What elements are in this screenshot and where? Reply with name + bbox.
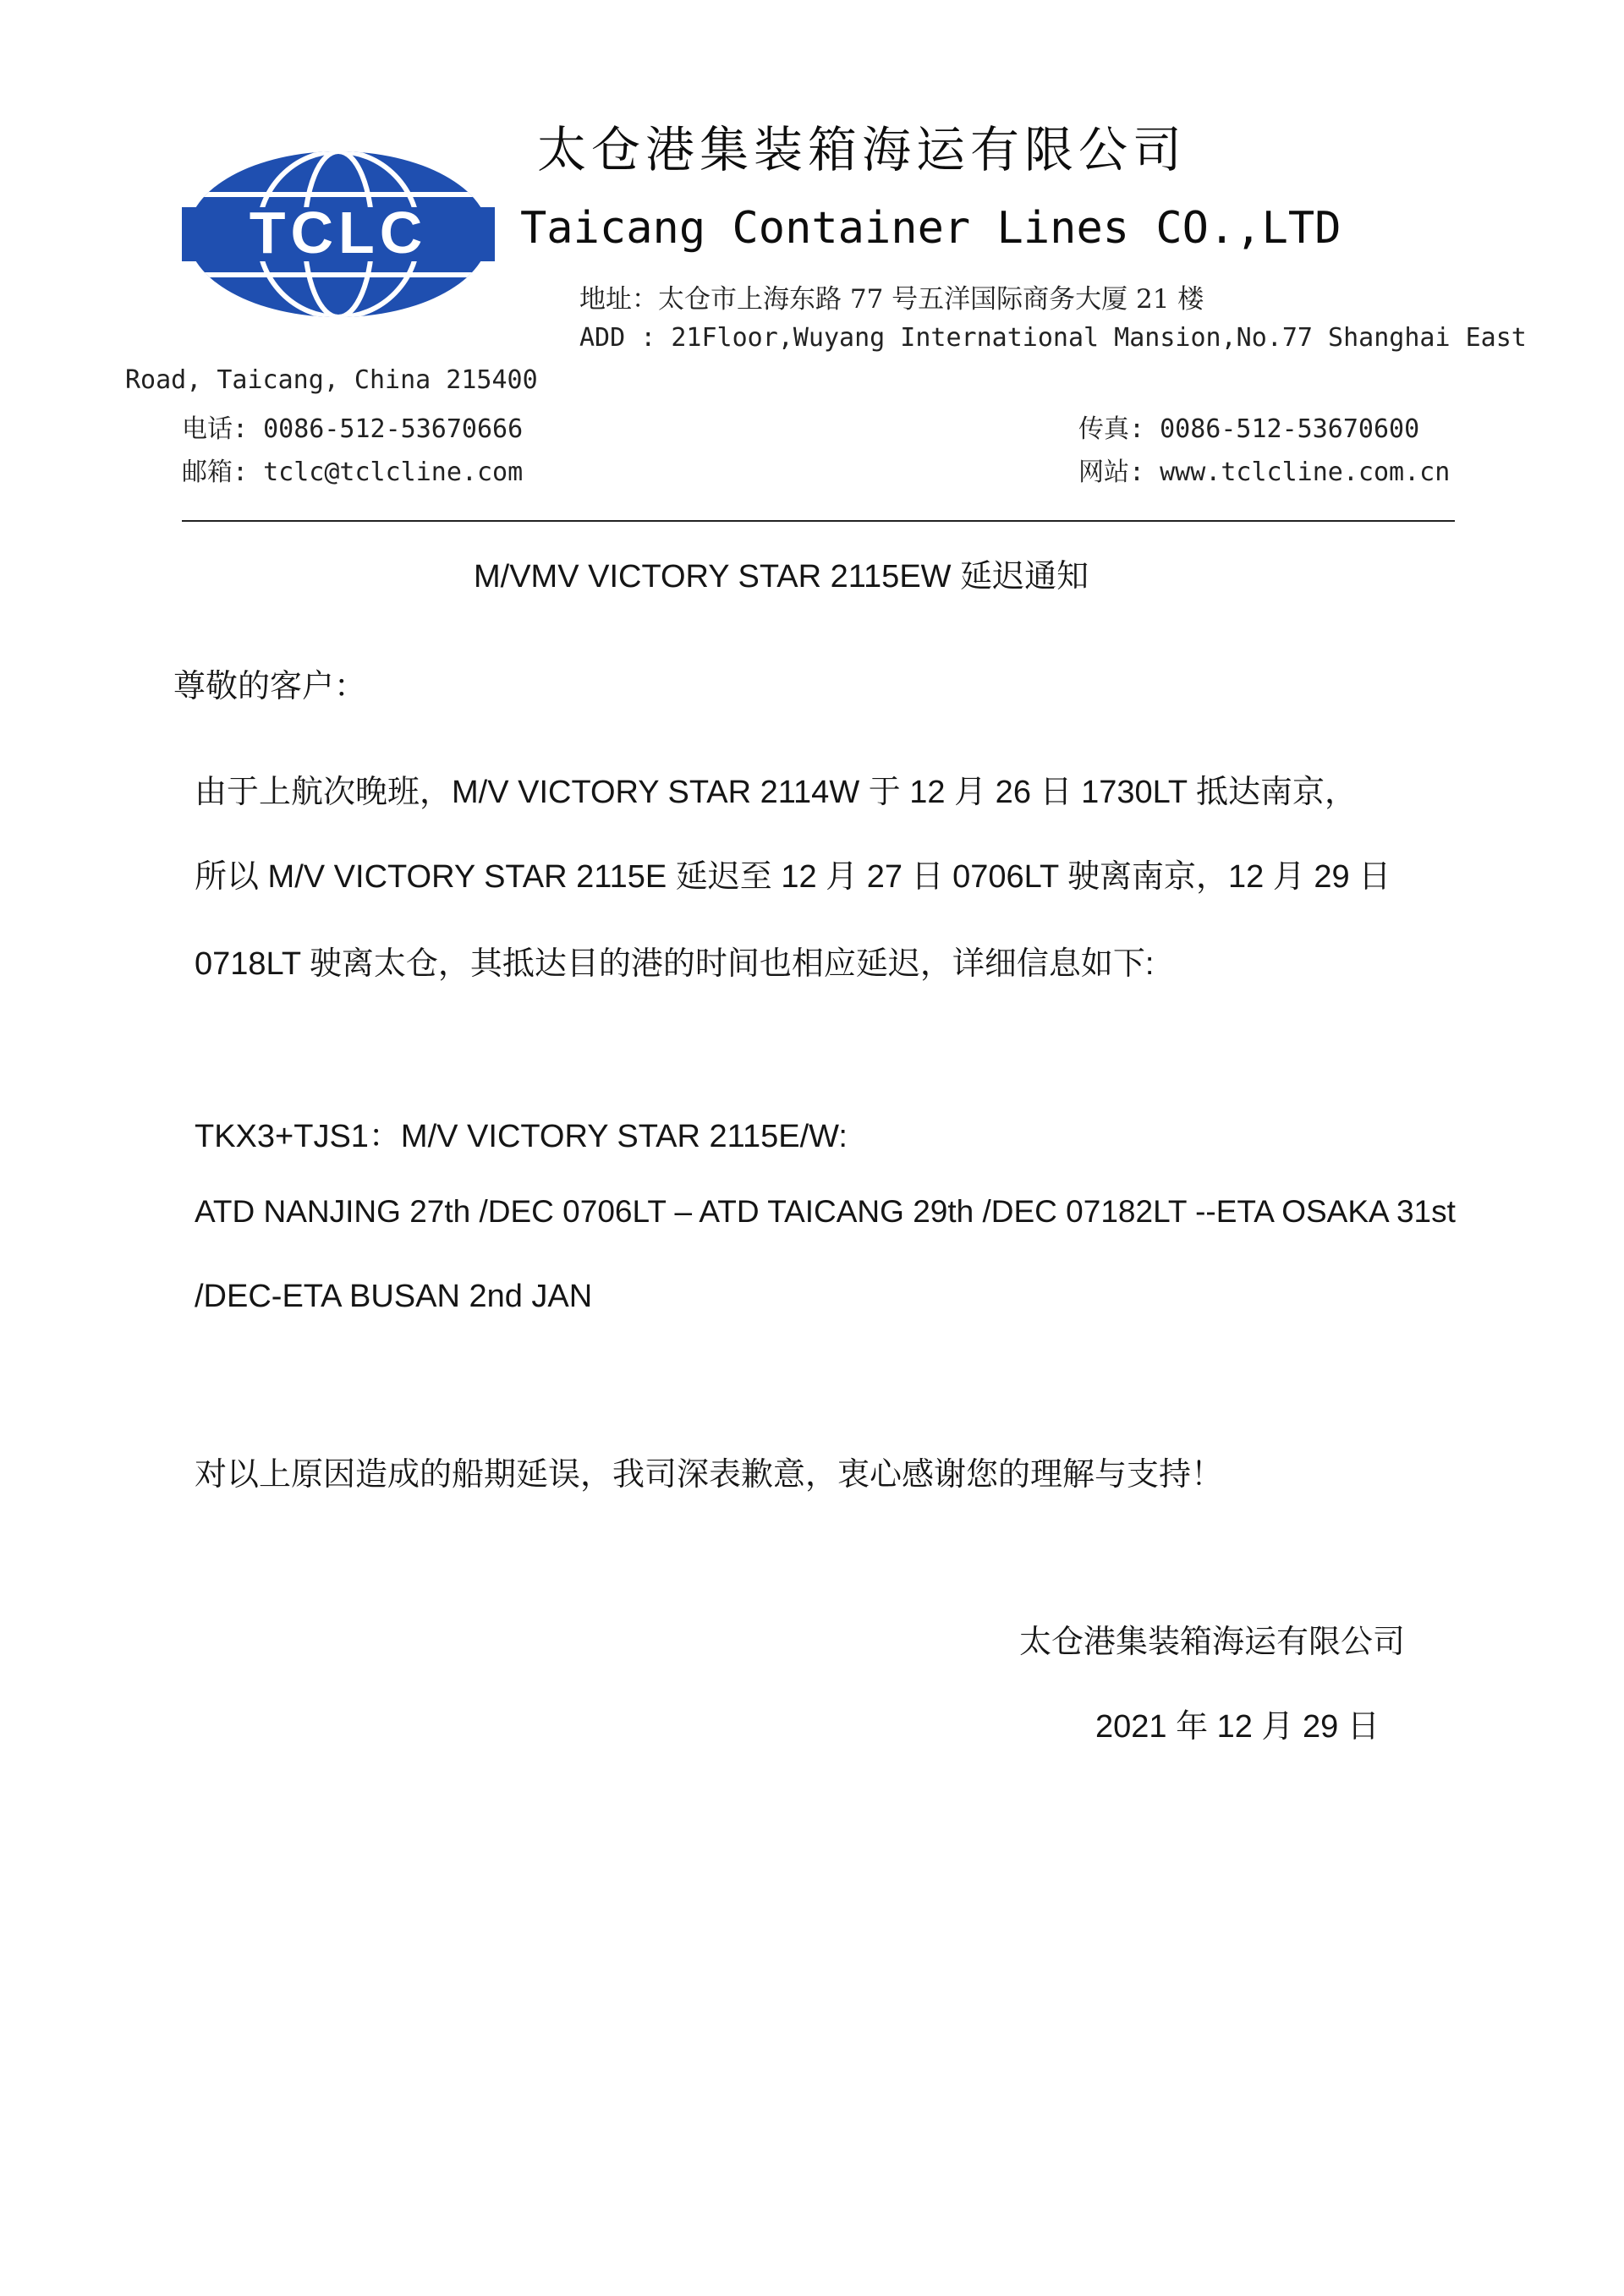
website-address: 网站: www.tclcline.com.cn bbox=[1078, 458, 1451, 487]
phone-number: 电话: 0086-512-53670666 bbox=[182, 414, 524, 444]
signature-company: 太仓港集装箱海运有限公司 bbox=[1019, 1625, 1406, 1660]
address-en-line1: ADD : 21Floor,Wuyang International Mansion,No.77 Shanghai East bbox=[579, 323, 1527, 353]
signature-date: 2021 年 12 月 29 日 bbox=[1095, 1709, 1380, 1745]
address-en-line2: Road, Taicang, China 215400 bbox=[125, 365, 538, 395]
tclc-logo bbox=[182, 148, 495, 321]
salutation: 尊敬的客户： bbox=[173, 669, 367, 704]
fax-number: 传真: 0086-512-53670600 bbox=[1078, 414, 1420, 444]
header-divider bbox=[182, 520, 1455, 522]
body-line-3: 0718LT 驶离太仓，其抵达目的港的时间也相应延迟，详细信息如下: bbox=[195, 946, 1155, 982]
email-address: 邮箱: tclc@tclcline.com bbox=[182, 458, 524, 487]
company-name-cn: 太仓港集装箱海运有限公司 bbox=[537, 121, 1188, 178]
body-line-1: 由于上航次晚班，M/V VICTORY STAR 2114W 于 12 月 26 日 1730LT 抵达南京， bbox=[195, 775, 1357, 810]
body-line-2: 所以 M/V VICTORY STAR 2115E 延迟至 12 月 27 日 0706LT 驶离南京，12 月 29 日 bbox=[195, 859, 1391, 895]
notice-title: M/VMV VICTORY STAR 2115EW 延迟通知 bbox=[474, 559, 1089, 595]
address-cn: 地址：太仓市上海东路 77 号五洋国际商务大厦 21 楼 bbox=[579, 284, 1204, 315]
schedule-line-1: ATD NANJING 27th /DEC 0706LT – ATD TAICANG 29th /DEC 07182LT --ETA OSAKA 31st bbox=[195, 1194, 1456, 1229]
service-line: TKX3+TJS1：M/V VICTORY STAR 2115E/W: bbox=[195, 1119, 848, 1154]
apology-text: 对以上原因造成的船期延误，我司深表歉意，衷心感谢您的理解与支持！ bbox=[195, 1457, 1224, 1493]
company-name-en: Taicang Container Lines CO.,LTD bbox=[520, 203, 1341, 254]
schedule-line-2: /DEC-ETA BUSAN 2nd JAN bbox=[195, 1279, 593, 1314]
logo-text: TCLC bbox=[249, 200, 428, 266]
